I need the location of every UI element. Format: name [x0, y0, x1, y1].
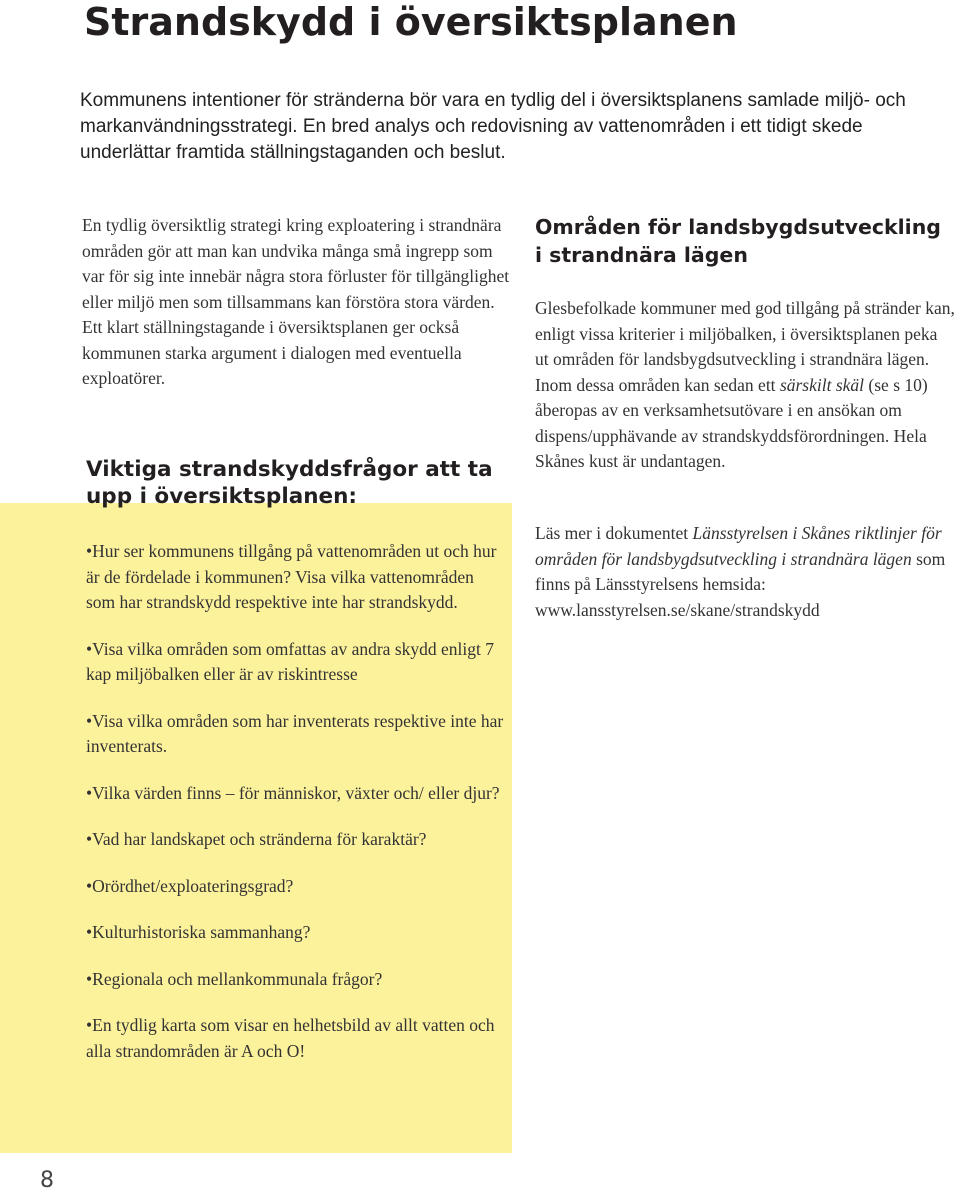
left-heading: Viktiga strandskyddsfrågor att ta upp i översiktsplanen:: [86, 457, 493, 509]
right-paragraph-1: [535, 296, 955, 475]
strandskydd-questions-list: [86, 539, 506, 1085]
right-p1-text-a: Glesbefolkade kommuner med god tillgång på stränder kan, enligt vissa kriterier i miljöbalken, i översiktsplanen peka ut områden för landsbygdsutveckling i strandnära lägen. Inom dessa områden kan sedan ett: [535, 298, 955, 395]
left-paragraph: En tydlig översiktlig strategi kring exploatering i strandnära områden gör att man kan undvika många små ingrepp som var för sig inte innebär några stora förluster för tillgänglighet eller miljö men som tillsammans kan förstöra stora värden. Ett klart ställningstagande i översiktsplanen ger också kommunen starka argument i dialogen med eventuella exploatörer.: [82, 215, 510, 388]
right-p2-text-a: Läs mer i dokumentet: [535, 523, 693, 543]
right-p2-document-title: Länsstyrelsen i Skånes riktlinjer för områden för landsbygdsutveckling i strandnära lägen: [535, 523, 942, 569]
right-paragraph-2: [535, 521, 955, 623]
right-p1-emphasis: särskilt skäl: [779, 374, 865, 395]
list-item: • Visa vilka områden som omfattas av andra skydd enligt 7 kap miljöbalken eller är av riskintresse: [86, 637, 506, 688]
list-item: • Vilka värden finns – för människor, växter och/ eller djur?: [86, 781, 506, 807]
intro-paragraph: Kommunens intentioner för stränderna bör vara en tydlig del i översiktsplanens samlade miljö- och markanvändningsstrategi. En bred analys och redovisning av vattenområden i ett tidigt skede underlättar framtida ställningstaganden och beslut.: [80, 90, 906, 163]
list-item: • Vad har landskapet och stränderna för karaktär?: [86, 827, 506, 853]
list-item: • Orördhet/exploateringsgrad?: [86, 874, 506, 900]
page-number: 8: [40, 1168, 54, 1193]
list-item: • Visa vilka områden som har inventerats respektive inte har inventerats.: [86, 709, 506, 760]
list-item: • En tydlig karta som visar en helhetsbild av allt vatten och alla strandområden är A och O!: [86, 1013, 506, 1064]
page-title: Strandskydd i översiktsplanen: [84, 0, 738, 44]
right-heading: Områden för landsbygdsutveckling i strandnära lägen: [535, 215, 941, 267]
right-p2-text-b: som finns på Länsstyrelsens hemsida: www.lansstyrelsen.se/skane/strandskydd: [535, 548, 946, 620]
list-item: • Regionala och mellankommunala frågor?: [86, 967, 506, 993]
list-item: • Kulturhistoriska sammanhang?: [86, 920, 506, 946]
list-item: • Hur ser kommunens tillgång på vattenområden ut och hur är de fördelade i kommunen? Visa vilka vattenområden som har strandskydd respektive inte har strandskydd.: [86, 539, 506, 616]
right-p1-text-b: (se s 10) åberopas av en verksamhetsutövare i en ansökan om dispens/upphävande av strandskyddsförordningen. Hela Skånes kust är undantagen.: [535, 374, 928, 471]
